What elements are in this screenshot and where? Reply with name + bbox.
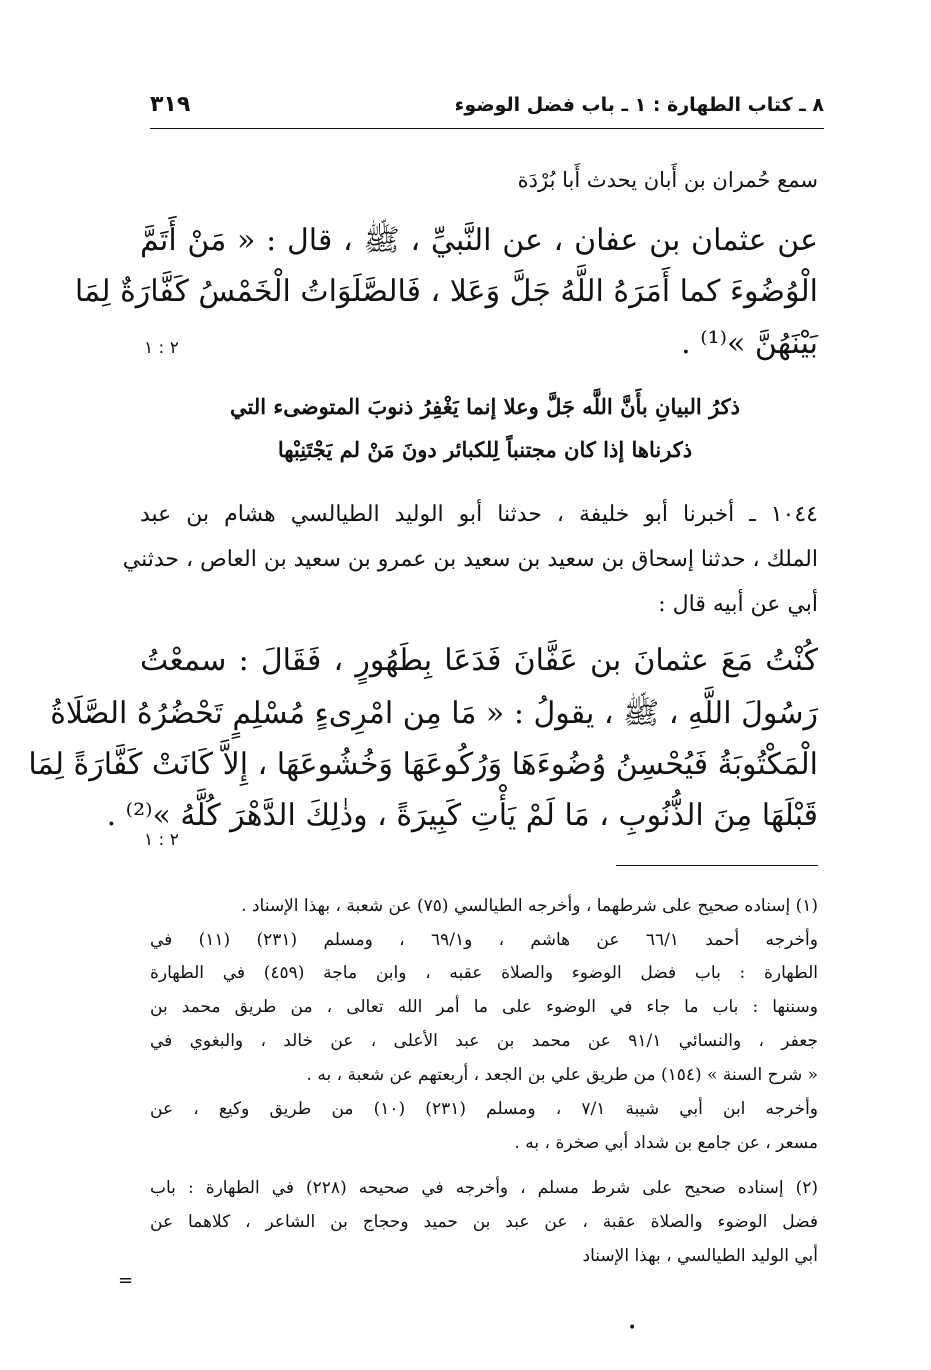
footnote-line: وأخرجه ابن أبي شيبة ٧/١ ، ومسلم (٢٣١) (١٠) من طريق وكيع ، عن <box>150 1099 818 1119</box>
page-number: ٣١٩ <box>150 92 191 117</box>
footnote-line: وأخرجه أحمد ٦٦/١ عن هاشم ، و٦٩/١ ، ومسلم (٢٣١) (١١) في <box>150 930 818 950</box>
text-line: الْوُضُوءَ كما أَمَرَهُ اللَّهُ جَلَّ وَعَلا ، فَالصَّلَوَاتُ الْخَمْسُ كَفَّارَةٌ لِمَا <box>74 274 818 309</box>
text-line: بَيْنَهُنَّ »⁽¹⁾ . <box>681 326 818 361</box>
section-heading-line: ذكرناها إذا كان مجتنباً لِلكبائر دونَ مَنْ لم يَجْتَنِبْها <box>277 437 693 462</box>
footnote-line: (٢) إسناده صحيح على شرط مسلم ، وأخرجه في صحيحه (٢٢٨) في الطهارة : باب <box>150 1178 818 1198</box>
section-heading-line: ذكرُ البيانِ بأَنَّ اللَّه جَلَّ وعلا إنما يَغْفِرُ ذنوبَ المتوضىء التي <box>229 394 741 419</box>
text-line: الملك ، حدثنا إسحاق بن سعيد بن سعيد بن عمرو بن سعيد بن العاص ، حدثني <box>122 547 818 572</box>
text-line: رَسُولَ اللَّهِ ، ﷺ ، يقولُ : « مَا مِن امْرِىءٍ مُسْلِمٍ تَحْضُرُهُ الصَّلَاةُ <box>50 696 818 731</box>
footnote-line: جعفر ، والنسائي ٩١/١ عن محمد بن عبد الأعلى ، عن خالد ، والبغوي في <box>150 1031 818 1051</box>
footnote-line: وسننها : باب ما جاء في الوضوء على ما أمر الله تعالى ، من طريق محمد بن <box>150 997 818 1017</box>
text-line: عن عثمان بن عفان ، عن النَّبيِّ ، ﷺ ، قال : « مَنْ أَتَمَّ <box>140 223 818 258</box>
dot-mark: • <box>628 1320 637 1336</box>
footnote-line: الطهارة : باب فضل الوضوء والصلاة عقبه ، وابن ماجة (٤٥٩) في الطهارة <box>150 963 818 983</box>
footnote-line: « شرح السنة » (١٥٤) من طريق علي بن الجعد ، أربعتهم عن شعبة ، به . <box>306 1065 818 1085</box>
footnote-line: مسعر ، عن جامع بن شداد أبي صخرة ، به . <box>514 1133 818 1153</box>
footnote-line: فضل الوضوء والصلاة عقبة ، عن عبد بن حميد وحجاج بن الشاعر ، كلاهما عن <box>150 1212 818 1232</box>
text-line: سمع حُمران بن أَبان يحدث أَبا بُرْدَة <box>517 168 818 192</box>
footnote-rule <box>616 865 818 866</box>
text-line: أبي عن أبيه قال : <box>658 592 818 617</box>
hadith-reference: ٢ : ١ <box>144 338 179 358</box>
footnote-line: أبي الوليد الطيالسي ، بهذا الإسناد <box>582 1246 818 1266</box>
continuation-mark: = <box>118 1270 134 1291</box>
text-line: قَبْلَهَا مِنَ الذُّنُوبِ ، مَا لَمْ يَأْتِ كَبِيرَةً ، وذٰلِكَ الدَّهْرَ كُلَّهُ »⁽²⁾ . <box>106 798 818 833</box>
footnote-line: (١) إسناده صحيح على شرطهما ، وأخرجه الطيالسي (٧٥) عن شعبة ، بهذا الإسناد . <box>241 896 818 916</box>
hadith-reference: ٢ : ١ <box>144 830 179 850</box>
text-line: كُنْتُ مَعَ عثمانَ بن عَفَّانَ فَدَعَا بِطَهُورٍ ، فَقَالَ : سمعْتُ <box>140 643 818 678</box>
header-rule <box>150 128 824 129</box>
running-head <box>150 94 824 128</box>
chapter-title: ٨ ـ كتاب الطهارة : ١ ـ باب فضل الوضوء <box>454 94 824 116</box>
text-line: ١٠٤٤ ـ أخبرنا أبو خليفة ، حدثنا أبو الوليد الطيالسي هشام بن عبد <box>140 502 818 527</box>
text-line: الْمَكْتُوبَةُ فَيُحْسِنُ وُضُوءَهَا وَرُكُوعَهَا وَخُشُوعَهَا ، إِلاَّ كَانَتْ كَفَّارَةً لِمَا <box>28 747 818 782</box>
